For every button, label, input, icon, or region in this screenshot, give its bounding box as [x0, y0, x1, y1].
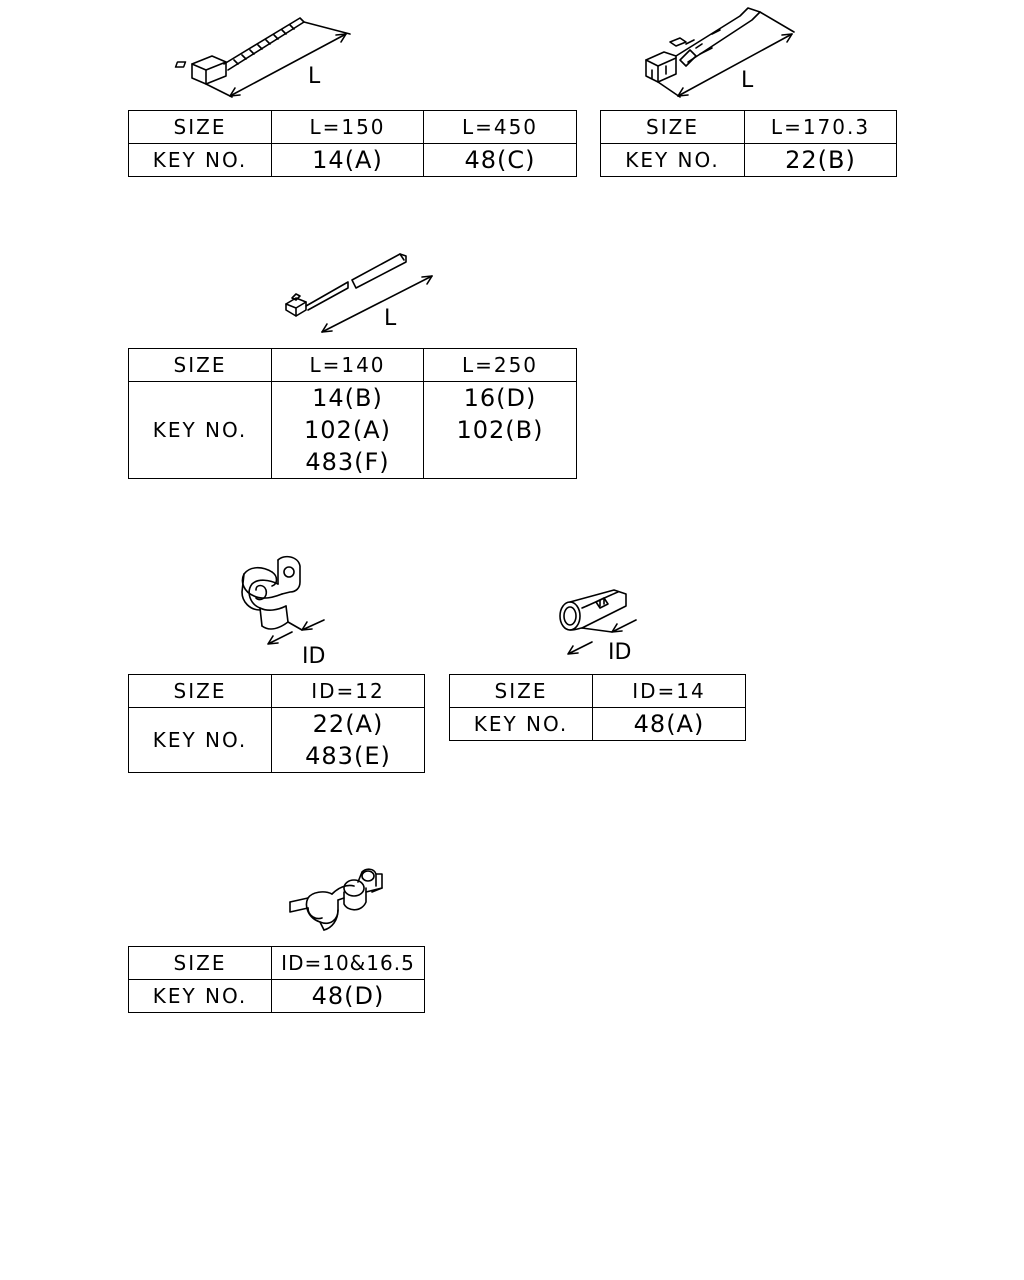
key-no-value: 483(E)	[305, 742, 391, 770]
clip-tie-icon	[282, 248, 442, 344]
size-value: L=170.3	[745, 111, 897, 144]
spec-table-pipe-clamp	[449, 674, 746, 741]
size-value: ID=10&16.5	[272, 947, 425, 980]
key-no-cell	[272, 708, 425, 773]
key-no-value: 102(A)	[304, 416, 391, 444]
length-label: L	[741, 68, 754, 93]
size-label: SIZE	[601, 111, 745, 144]
key-no-label: KEY NO.	[129, 144, 272, 177]
key-no-cell	[424, 382, 577, 479]
size-label: SIZE	[129, 111, 272, 144]
size-value: ID=14	[593, 675, 746, 708]
size-label: SIZE	[129, 675, 272, 708]
key-no-label: KEY NO.	[601, 144, 745, 177]
push-mount-tie-icon	[640, 0, 810, 110]
inner-diameter-label: ID	[302, 644, 326, 669]
key-no-value: 48(A)	[593, 708, 746, 741]
inner-diameter-label: ID	[608, 640, 632, 665]
size-label: SIZE	[450, 675, 593, 708]
key-no-label: KEY NO.	[129, 980, 272, 1013]
pipe-clamp-icon	[552, 584, 652, 664]
key-no-value: 102(B)	[456, 416, 544, 444]
size-label: SIZE	[129, 349, 272, 382]
key-no-value: 483(F)	[305, 448, 390, 476]
double-clamp-icon	[284, 862, 388, 938]
key-no-value: 14(B)	[312, 384, 383, 412]
length-label: L	[384, 306, 397, 331]
spec-table-cable-tie	[128, 110, 577, 177]
key-no-value: 22(A)	[312, 710, 384, 738]
key-no-label: KEY NO.	[129, 708, 272, 773]
size-value: L=450	[424, 111, 577, 144]
size-value: ID=12	[272, 675, 425, 708]
key-no-value: 48(D)	[272, 980, 425, 1013]
key-no-label: KEY NO.	[129, 382, 272, 479]
key-no-label: KEY NO.	[450, 708, 593, 741]
key-no-value: 16(D)	[463, 384, 537, 412]
size-value: L=150	[272, 111, 424, 144]
size-value: L=250	[424, 349, 577, 382]
key-no-value: 22(B)	[745, 144, 897, 177]
key-no-value: 14(A)	[272, 144, 424, 177]
spec-table-push-mount-tie	[600, 110, 897, 177]
spec-table-p-clamp	[128, 674, 425, 773]
length-label: L	[308, 64, 321, 89]
key-no-value: 48(C)	[424, 144, 577, 177]
cable-tie-icon	[180, 0, 360, 110]
size-value: L=140	[272, 349, 424, 382]
spec-table-double-clamp	[128, 946, 425, 1013]
size-label: SIZE	[129, 947, 272, 980]
p-clamp-icon	[232, 552, 332, 652]
key-no-cell	[272, 382, 424, 479]
spec-table-clip-tie	[128, 348, 577, 479]
